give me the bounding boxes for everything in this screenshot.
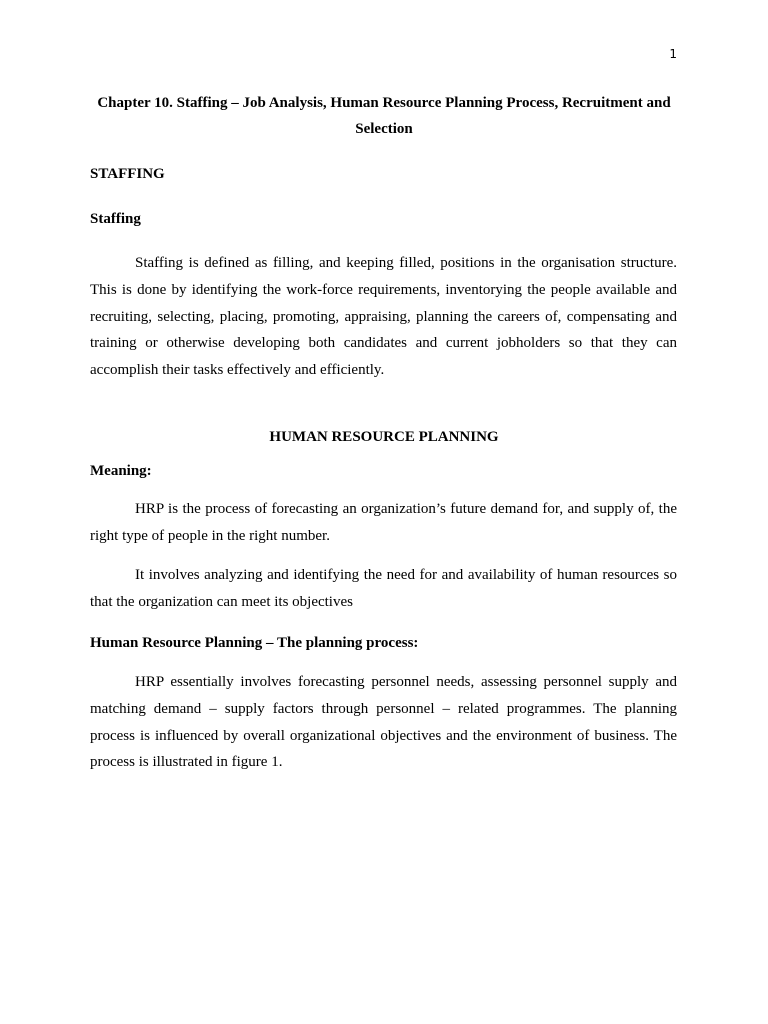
chapter-title: Chapter 10. Staffing – Job Analysis, Human Resource Planning Process, Recruitment and Selection: [97, 95, 671, 137]
planning-process-heading: Human Resource Planning – The planning process:: [90, 635, 419, 651]
meaning-heading: Meaning:: [90, 463, 152, 479]
paragraph-hrp-involves: It involves analyzing and identifying the need for and availability of human resources so that the organization can meet its objectives: [90, 567, 677, 610]
paragraph-planning-process: HRP essentially involves forecasting personnel needs, assessing personnel supply and matching demand – supply factors through personnel – related programmes. The planning process is influenced by overall organizational objectives and the environment of business. The process is illustrated in figure 1.: [90, 674, 677, 771]
section-heading-staffing: STAFFING: [90, 166, 165, 182]
paragraph-staffing-definition: Staffing is defined as filling, and keeping filled, positions in the organisation structure. This is done by identifying the work-force requirements, inventorying the people available and recruiting, selecting, placing, promoting, appraising, planning the careers of, compensating and training or otherwise developing both candidates and current jobholders so that they can accomplish their tasks effectively and efficiently.: [90, 255, 677, 379]
subsection-heading-staffing: Staffing: [90, 211, 141, 227]
paragraph-hrp-definition: HRP is the process of forecasting an organization’s future demand for, and supply of, the right type of people in the right number.: [90, 501, 677, 544]
section-heading-hrp: HUMAN RESOURCE PLANNING: [269, 429, 499, 445]
page-number: 1: [669, 47, 677, 61]
